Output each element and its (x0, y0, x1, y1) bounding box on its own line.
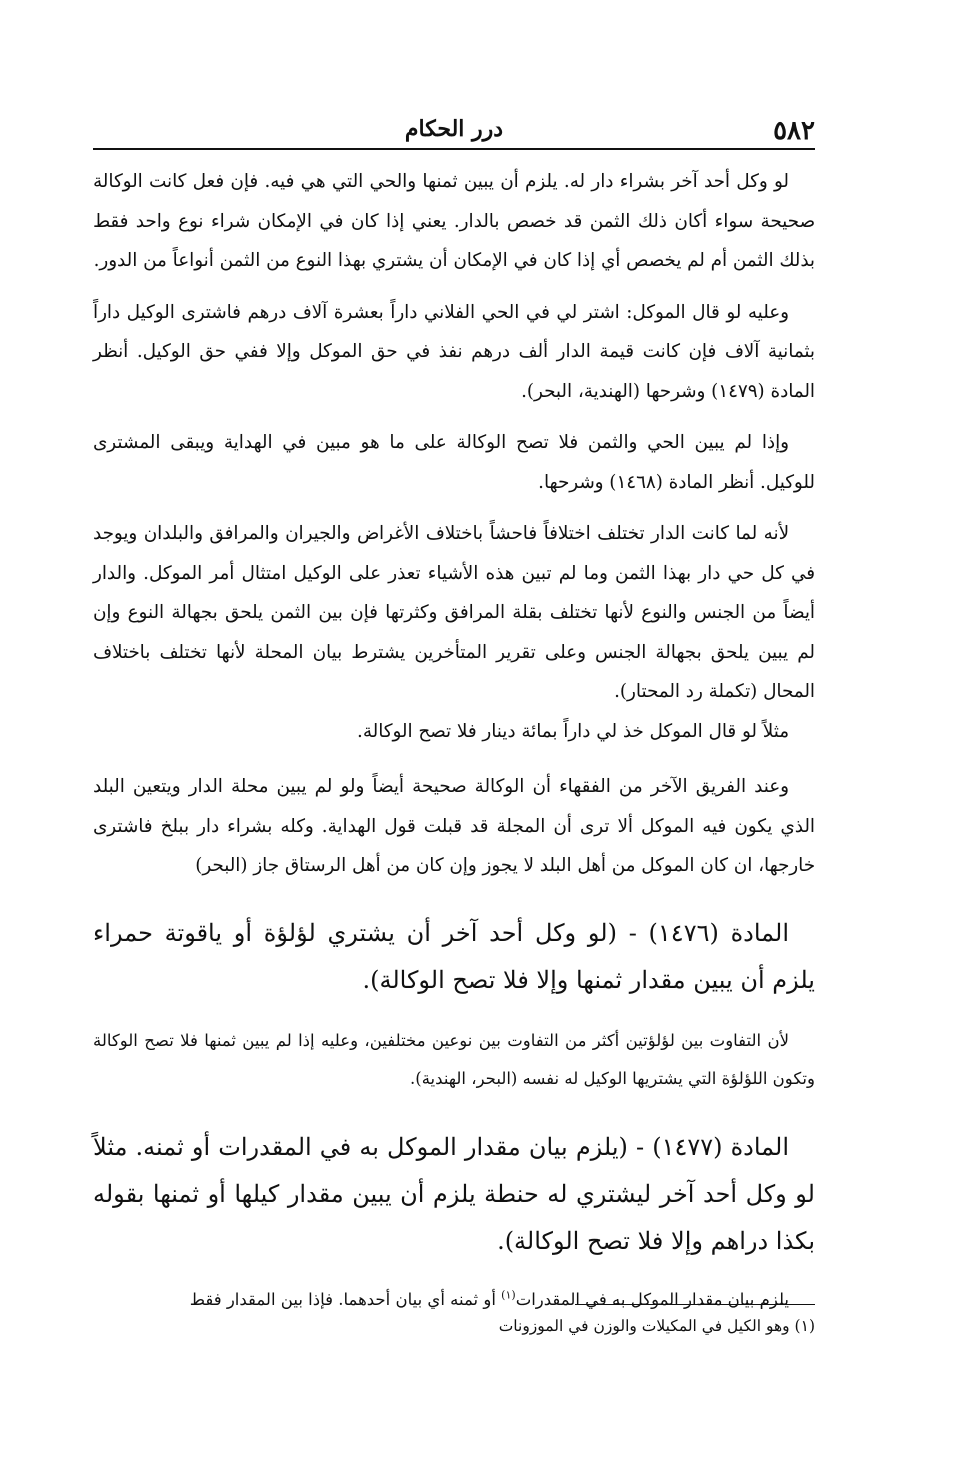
footnote-area (93, 1304, 815, 1339)
body-paragraph: لأنه لما كانت الدار تختلف اختلافاً فاحشاً باختلاف الأغراض والجيران والمرافق والبلدان ويوجد في كل حي دار بهذا الثمن وما لم تبين هذه الأشياء تعذر على الوكيل امتثال أمر الموكل. والدار أيضاً من الجنس والنوع لأنها تختلف بقلة المرافق وكثرتها فإن بين الثمن يلحق بجهالة النوع وإن لم يبين يلحق بجهالة الجنس وعلى تقرير المتأخرين يشترط بيان المحلة لأنها تختلف باختلاف المحال (تكملة رد المحتار). (93, 523, 815, 702)
article-1477-text: المادة (١٤٧٧) - (يلزم بيان مقدار الموكل به في المقدرات أو ثمنه. مثلاً لو وكل أحد آخر ليشتري له حنطة يلزم أن يبين مقدار كيلها أو ثمنها بقوله بكذا دراهم وإلا فلا تصح الوكالة). (93, 1132, 815, 1255)
body-paragraph: لو وكل أحد آخر بشراء دار له. يلزم أن يبين ثمنها والحي التي هي فيه. فإن فعل كانت الوكالة صحيحة سواء أكان ذلك الثمن قد خصص بالدار. يعني إذا كان في الإمكان شراء نوع واحد فقط بذلك الثمن أم لم يخصص أي إذا كان في الإمكان أن يشتري بهذا النوع من الثمن أنواعاً من الدور. (93, 171, 815, 271)
commentary-text: يلزم بيان مقدار الموكل به في المقدرات (515, 1289, 789, 1309)
running-header (93, 112, 815, 150)
commentary-text: أو ثمنه أي بيان أحدهما. فإذا بين المقدار فقط (189, 1289, 502, 1309)
book-title: درر الحكام (404, 116, 504, 142)
footnote-reference[interactable]: (١) (501, 1288, 516, 1301)
body-paragraph: مثلاً لو قال الموكل خذ لي داراً بمائة دينار فلا تصح الوكالة. (357, 720, 789, 742)
article-1476-text: المادة (١٤٧٦) - (لو وكل أحد آخر أن يشتري لؤلؤة أو ياقوتة حمراء يلزم أن يبين مقدار ثمنها وإلا فلا تصح الوكالة). (93, 918, 815, 994)
document-page (93, 112, 815, 1452)
body-paragraph: وإذا لم يبين الحي والثمن فلا تصح الوكالة على ما هو مبين في الهداية ويبقى المشترى للوكيل. أنظر المادة (١٤٦٨) وشرحها. (93, 432, 815, 493)
footnote-divider (575, 1304, 815, 1305)
article-1476-commentary: لأن التفاوت بين لؤلؤتين أكثر من التفاوت بين نوعين مختلفين، وعليه إذا لم يبين ثمنها فلا تصح الوكالة وتكون اللؤلؤة التي يشتريها الوكيل له نفسه (البحر، الهندية). (93, 1030, 815, 1088)
footnote: (١) وهو الكيل في المكيلات والوزن في الموزونات (498, 1317, 815, 1335)
page-number: ٥٨٢ (773, 116, 815, 146)
body-paragraph: وعند الفريق الآخر من الفقهاء أن الوكالة صحيحة أيضاً ولو لم يبين محلة الدار ويتعين البلد الذي يكون فيه الموكل ألا ترى أن المجلة قد قبلت قول الهداية. وكله بشراء دار ببلخ فاشترى خارجها، ان كان الموكل من أهل البلد لا يجوز وإن كان من أهل الرستاق جاز (البحر) (93, 776, 815, 876)
body-paragraph: وعليه لو قال الموكل: اشتر لي في الحي الفلاني داراً بعشرة آلاف درهم فاشترى الوكيل داراً بثمانية آلاف فإن كانت قيمة الدار ألف درهم نفذ في حق الموكل وإلا ففي حق الوكيل. أنظر المادة (١٤٧٩) وشرحها (الهندية، البحر). (93, 301, 815, 402)
